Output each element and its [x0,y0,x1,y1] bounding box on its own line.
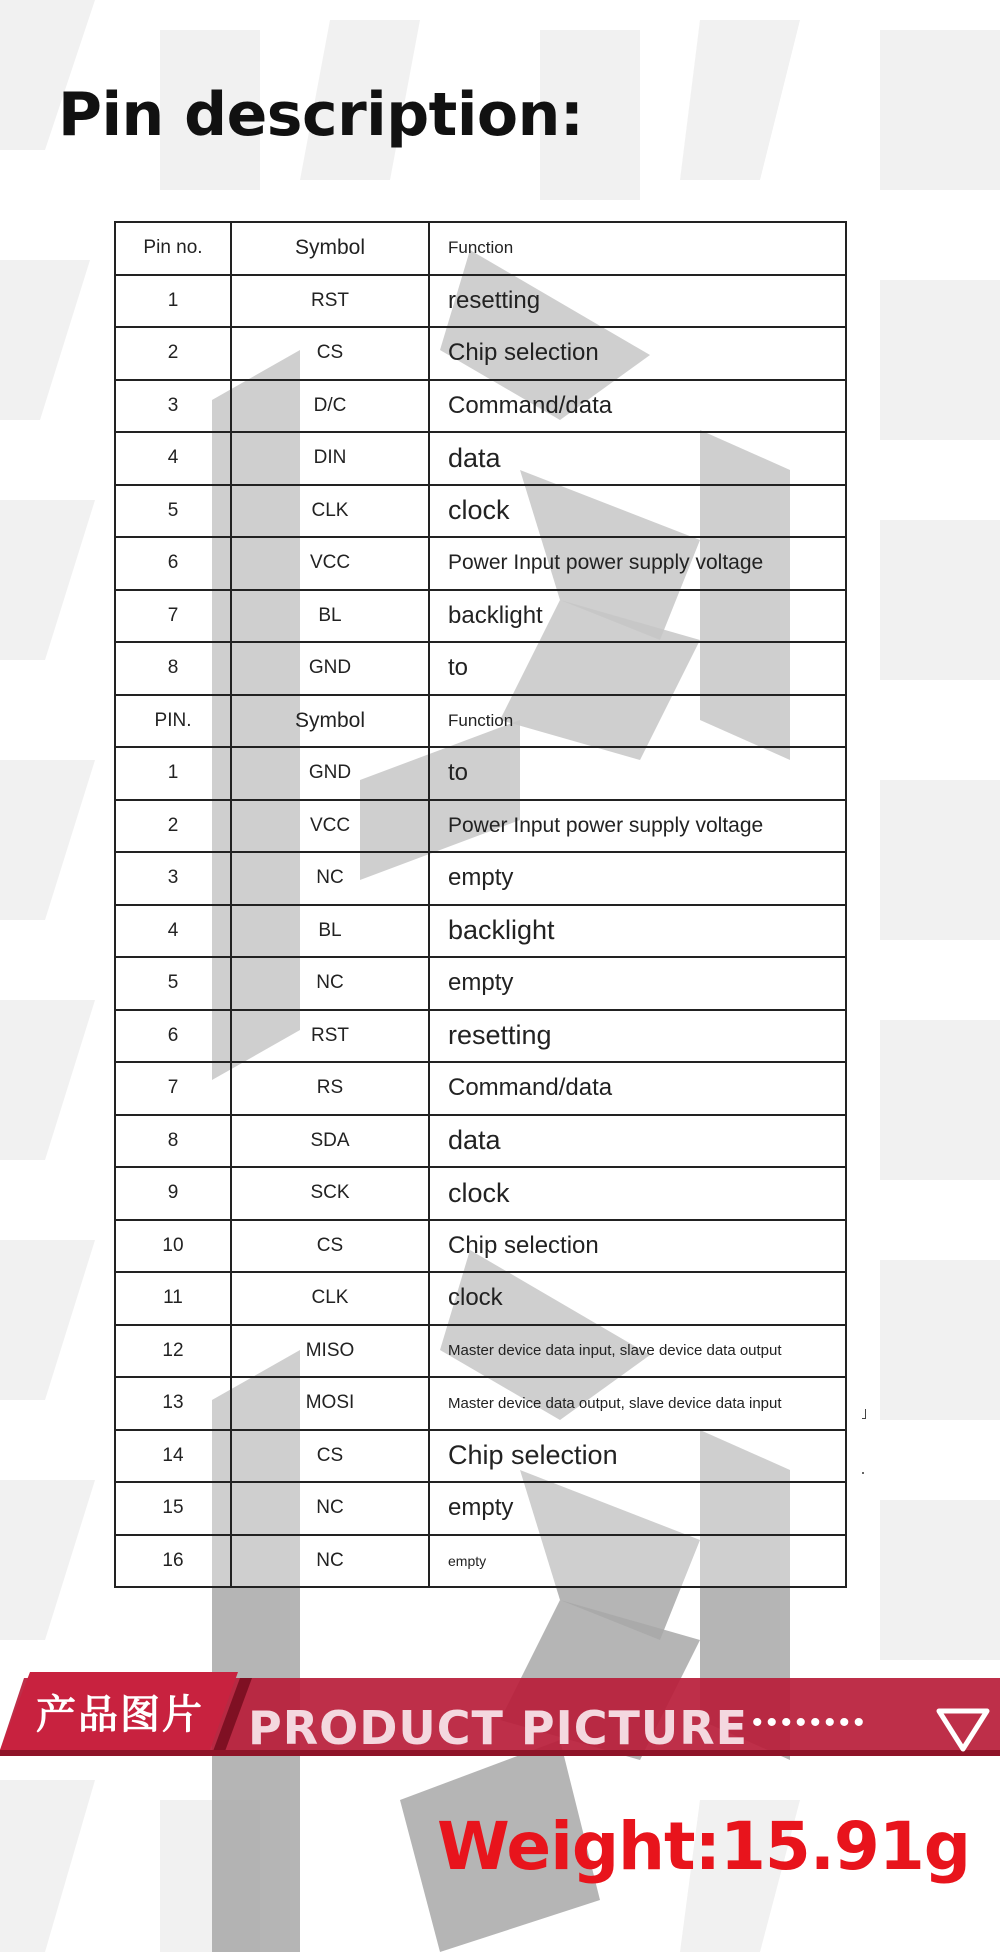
table-cell-function: Chip selection [429,1220,846,1273]
table-cell-pin: 5 [115,485,231,538]
table-cell-function: empty [429,1482,846,1535]
table-row [115,1325,846,1378]
table-row [115,957,846,1010]
table-header-row [115,695,846,748]
table-cell-symbol: NC [231,1482,429,1535]
page-title: Pin description: [58,80,584,150]
table-row [115,642,846,695]
table-cell-symbol: BL [231,905,429,958]
table-cell-symbol: SDA [231,1115,429,1168]
table-cell-symbol: VCC [231,537,429,590]
table-cell-function: Master device data output, slave device data input [429,1377,846,1430]
table-cell-symbol: RS [231,1062,429,1115]
table-row [115,800,846,853]
table-cell-pin: PIN. [115,695,231,748]
table-cell-symbol: VCC [231,800,429,853]
table-cell-function: data [429,1115,846,1168]
table-row [115,747,846,800]
table-cell-symbol: SCK [231,1167,429,1220]
table-cell-pin: 2 [115,327,231,380]
table-cell-pin: 1 [115,275,231,328]
table-cell-symbol: CS [231,1220,429,1273]
banner-en-label: PRODUCT PICTURE [248,1701,749,1755]
table-cell-pin: 13 [115,1377,231,1430]
table-row [115,1272,846,1325]
table-cell-pin: 7 [115,1062,231,1115]
banner-dots: •••••••• [752,1706,869,1739]
table-cell-symbol: NC [231,1535,429,1588]
table-cell-function: Function [429,222,846,275]
table-row [115,537,846,590]
table-cell-symbol: GND [231,642,429,695]
table-cell-pin: 14 [115,1430,231,1483]
table-cell-symbol: NC [231,852,429,905]
table-cell-pin: 9 [115,1167,231,1220]
table-row [115,590,846,643]
table-cell-pin: 4 [115,432,231,485]
table-cell-symbol: CS [231,327,429,380]
table-cell-function: Function [429,695,846,748]
table-cell-function: backlight [429,590,846,643]
table-row [115,1430,846,1483]
table-cell-function: resetting [429,275,846,328]
table-cell-symbol: MOSI [231,1377,429,1430]
table-cell-pin: 1 [115,747,231,800]
table-cell-pin: 16 [115,1535,231,1588]
table-cell-function: clock [429,1272,846,1325]
table-row [115,1377,846,1430]
table-row [115,1115,846,1168]
table-cell-pin: 3 [115,852,231,905]
table-cell-function: to [429,642,846,695]
table-row [115,852,846,905]
table-cell-function: Power Input power supply voltage [429,537,846,590]
table-row [115,1062,846,1115]
table-cell-pin: 4 [115,905,231,958]
banner-cn-label: 产品图片 [36,1692,204,1738]
table-row [115,1535,846,1588]
table-cell-symbol: MISO [231,1325,429,1378]
table-cell-function: data [429,432,846,485]
table-cell-symbol: NC [231,957,429,1010]
table-row [115,380,846,433]
table-cell-symbol: RST [231,1010,429,1063]
table-row [115,275,846,328]
table-row [115,905,846,958]
table-cell-pin: 12 [115,1325,231,1378]
table-cell-function: resetting [429,1010,846,1063]
table-cell-pin: Pin no. [115,222,231,275]
table-header-row [115,222,846,275]
table-cell-symbol: CLK [231,485,429,538]
pin-table [114,221,847,1588]
table-row [115,1167,846,1220]
table-row [115,1010,846,1063]
table-cell-function: empty [429,957,846,1010]
table-cell-symbol: CLK [231,1272,429,1325]
triangle-down-icon [936,1708,990,1752]
table-cell-symbol: GND [231,747,429,800]
table-cell-function: empty [429,852,846,905]
stray-dot [862,1472,864,1474]
table-cell-function: clock [429,485,846,538]
table-cell-function: Command/data [429,380,846,433]
weight-label: Weight:15.91g [436,1808,970,1885]
table-cell-pin: 2 [115,800,231,853]
table-cell-pin: 3 [115,380,231,433]
table-cell-pin: 7 [115,590,231,643]
table-row [115,327,846,380]
table-cell-function: Chip selection [429,1430,846,1483]
table-cell-function: empty [429,1535,846,1588]
table-cell-function: Power Input power supply voltage [429,800,846,853]
table-cell-symbol: CS [231,1430,429,1483]
stray-mark [862,1409,866,1419]
table-cell-pin: 6 [115,1010,231,1063]
table-cell-pin: 8 [115,1115,231,1168]
table-row [115,1220,846,1273]
table-row [115,1482,846,1535]
table-cell-pin: 5 [115,957,231,1010]
table-cell-function: Command/data [429,1062,846,1115]
table-cell-function: backlight [429,905,846,958]
table-cell-symbol: Symbol [231,695,429,748]
table-cell-function: Chip selection [429,327,846,380]
table-cell-symbol: RST [231,275,429,328]
table-cell-symbol: BL [231,590,429,643]
table-cell-pin: 10 [115,1220,231,1273]
table-cell-function: clock [429,1167,846,1220]
table-cell-symbol: Symbol [231,222,429,275]
table-cell-symbol: DIN [231,432,429,485]
table-row [115,432,846,485]
table-cell-pin: 8 [115,642,231,695]
table-cell-function: Master device data input, slave device data output [429,1325,846,1378]
table-cell-pin: 6 [115,537,231,590]
table-row [115,485,846,538]
table-cell-symbol: D/C [231,380,429,433]
table-cell-pin: 11 [115,1272,231,1325]
table-cell-pin: 15 [115,1482,231,1535]
table-cell-function: to [429,747,846,800]
